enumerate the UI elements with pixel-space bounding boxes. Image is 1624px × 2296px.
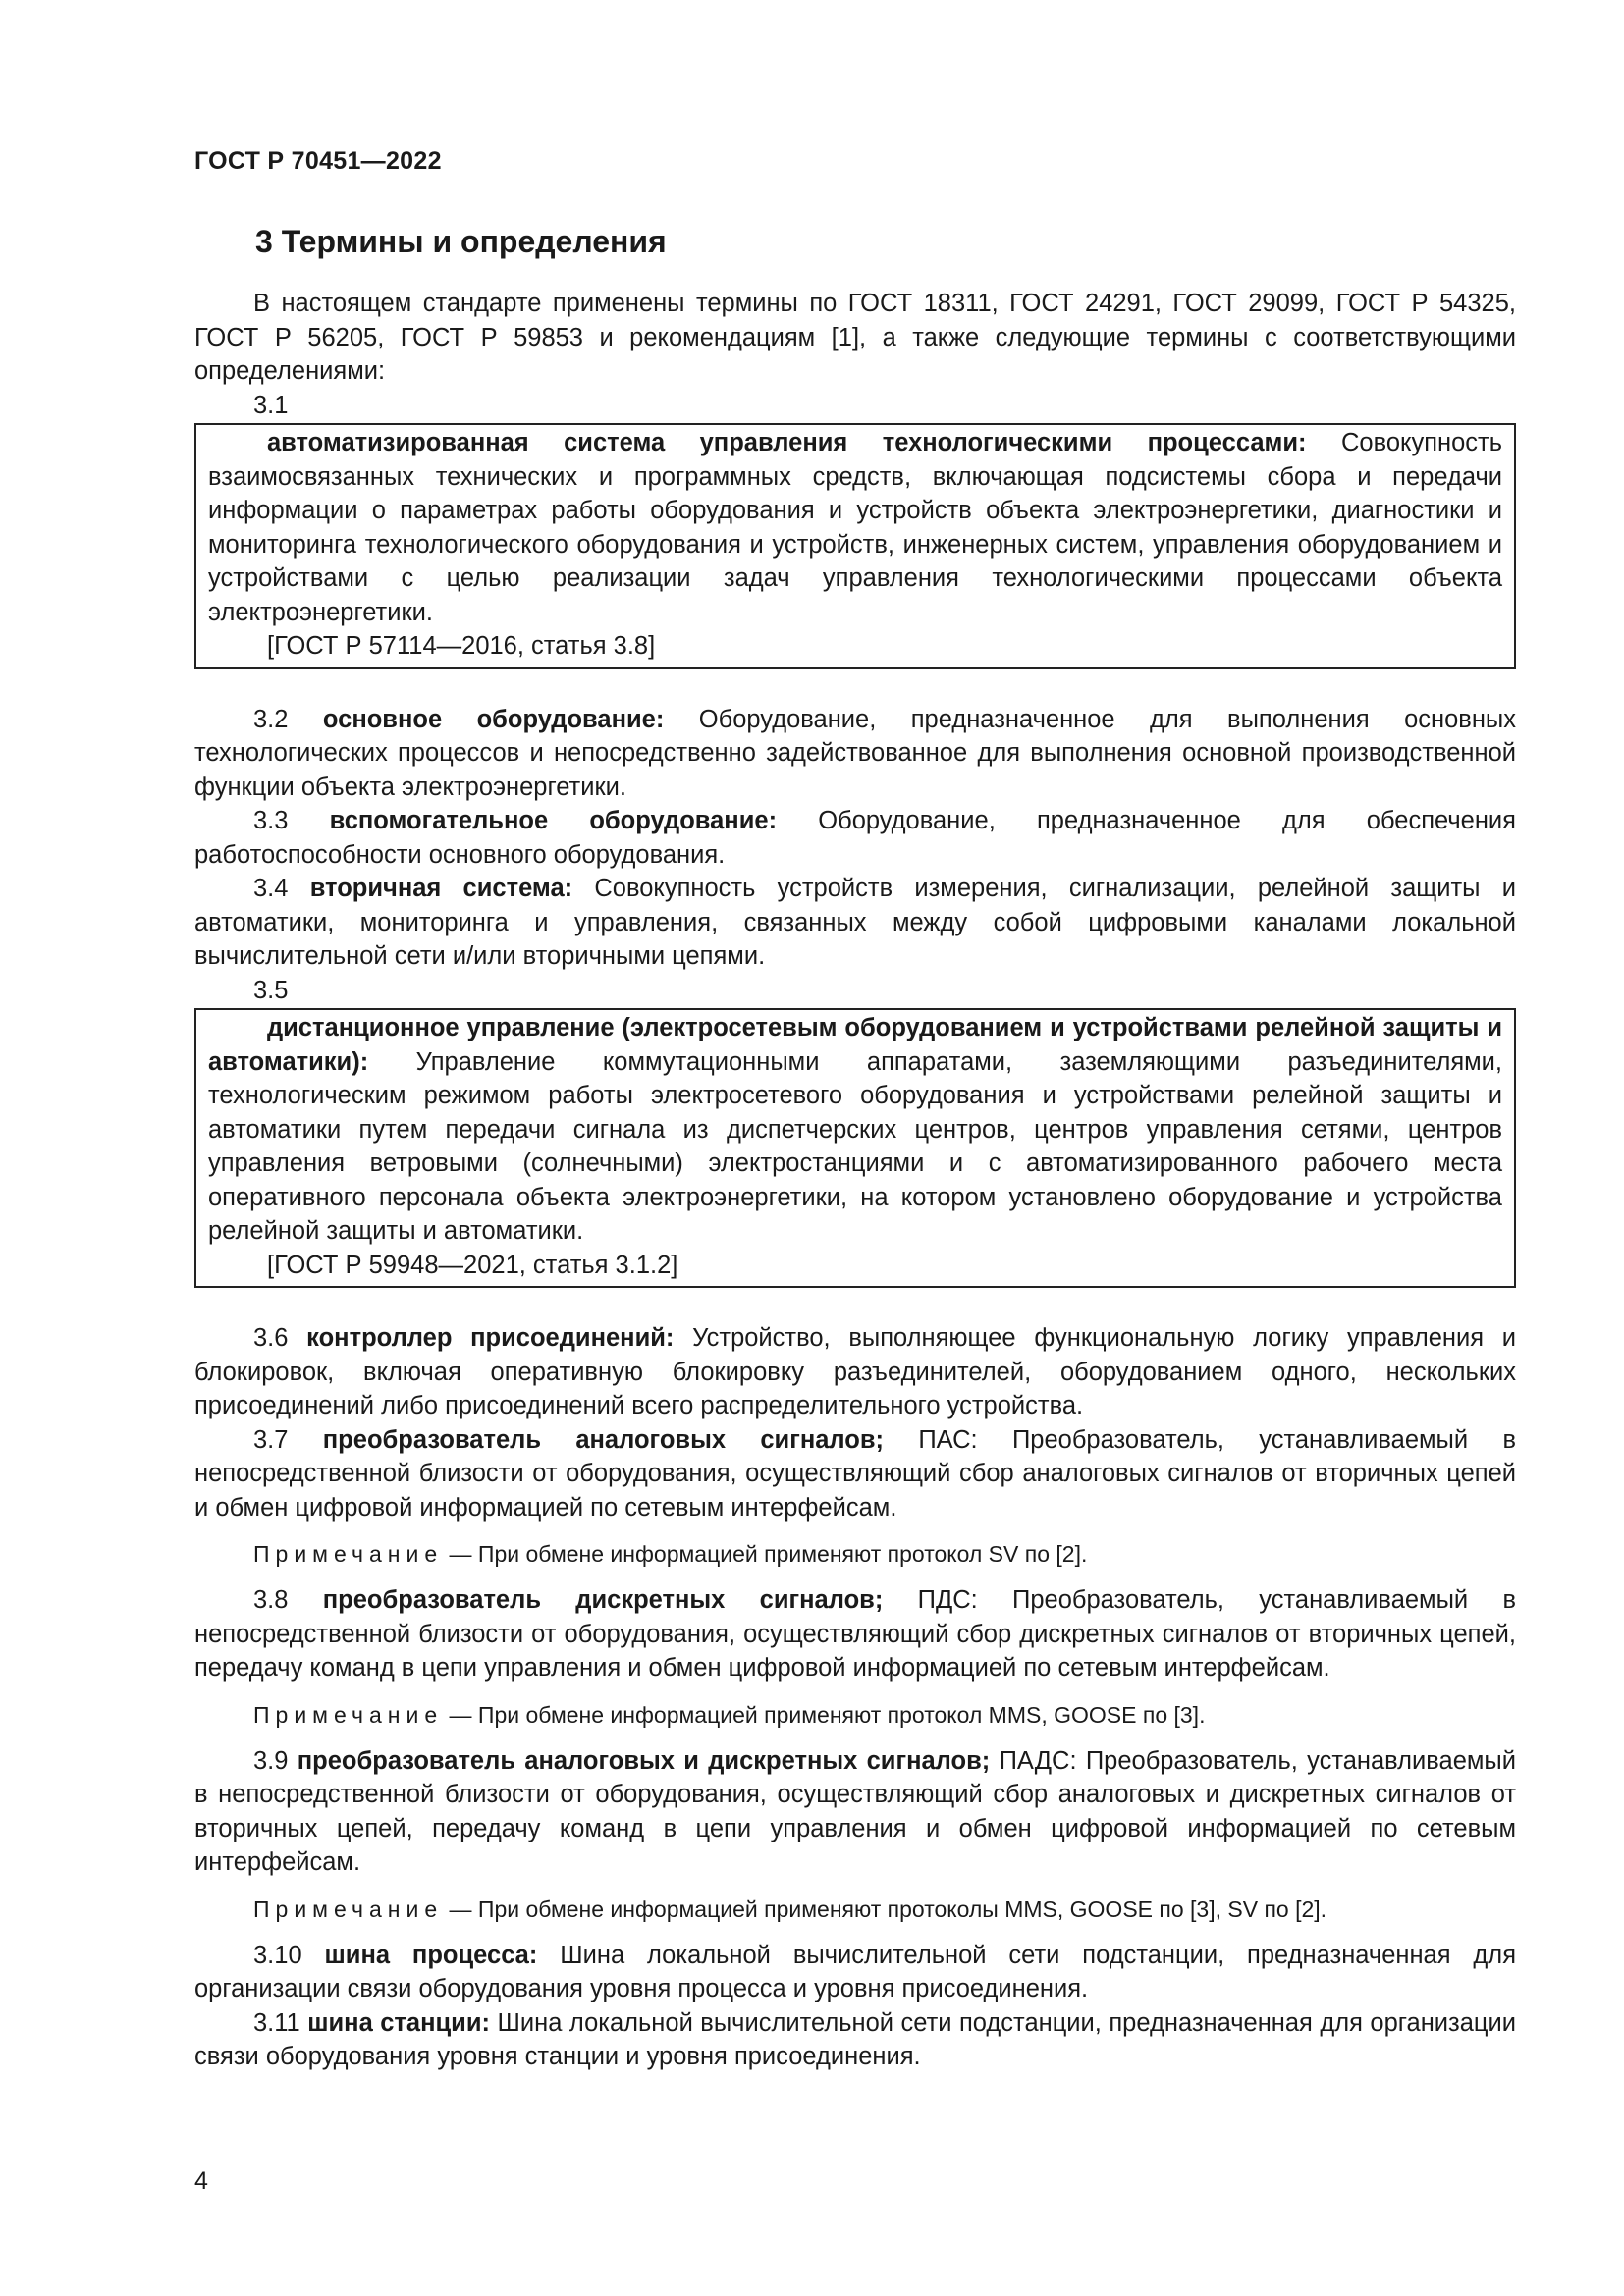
term-3-7-number: 3.7 [253,1425,323,1454]
document-header: ГОСТ Р 70451—2022 [194,147,442,175]
term-3-2-number: 3.2 [253,705,323,733]
note-text: — При обмене информацией применяют протоколы MMS, GOOSE по [3], SV по [2]. [443,1896,1327,1922]
term-3-4-term: вторичная система: [309,875,573,902]
term-3-4-definition: Совокупность устройств измерения, сигнализации, релейной защиты и автоматики, мониторинга и управления, связанных между собой цифровыми каналами локальной вычислительной сети и/или вторичными цепями. [194,875,1516,970]
term-3-4 [194,872,1516,974]
term-3-10-number: 3.10 [253,1941,325,1969]
term-3-11-term: шина станции: [307,2008,491,2037]
term-3-2 [194,703,1516,805]
term-3-11 [194,2006,1516,2074]
term-3-8-note [194,1699,1516,1731]
term-3-7-term: преобразователь аналоговых сигналов; [322,1425,885,1454]
term-3-6-term: контроллер присоединений: [306,1324,675,1352]
term-3-7-definition: ПАС: Преобразователь, устанавливаемый в непосредственной близости от оборудования, осуществляющий сбор аналоговых сигналов от вторичных цепей и обмен цифровой информацией по сетевым интерфейсам. [194,1425,1516,1522]
term-3-3-term: вспомогательное оборудование: [329,807,778,834]
term-3-10-definition: Шина локальной вычислительной сети подстанции, предназначенная для организации связи оборудования уровня процесса и уровня присоединения. [194,1941,1516,2002]
term-3-8-number: 3.8 [253,1586,323,1614]
term-3-8-term: преобразователь дискретных сигналов; [322,1586,884,1614]
note-label: Примечание [253,1896,444,1922]
term-3-1-definition: Совокупность взаимосвязанных технических и программных средств, включающая подсистемы сбора и передачи информации о параметрах работы оборудования и устройств объекта электроэнергетики, диагностики и мониторинга технологического оборудования и устройств, инженерных систем, управления оборудованием и устройствами с целью реализации задач управления технологическими процессами объекта электроэнергетики. [208,429,1502,626]
note-text: — При обмене информацией применяют протокол MMS, GOOSE по [3]. [443,1701,1206,1728]
note-label: Примечание [253,1701,444,1728]
term-3-2-definition: Оборудование, предназначенное для выполнения основных технологических процессов и непосредственно задействованное для выполнения основной производственной функции объекта электроэнергетики. [194,705,1516,801]
term-3-5-term: дистанционное управление (электросетевым оборудованием и устройствами релейной защиты и автоматики): [208,1014,1502,1076]
term-3-8 [194,1583,1516,1685]
note-label: Примечание [253,1541,444,1567]
term-3-4-number: 3.4 [253,875,310,902]
term-3-9-number: 3.9 [253,1746,298,1775]
note-text: — При обмене информацией применяют протокол SV по [2]. [443,1541,1088,1567]
term-3-2-term: основное оборудование: [322,705,665,733]
term-3-1 [208,426,1502,629]
term-3-10 [194,1939,1516,2006]
section-title: 3 Термины и определения [255,224,667,259]
term-3-1-box [194,423,1516,669]
term-3-5-box [194,1008,1516,1288]
term-3-10-term: шина процесса: [324,1941,538,1969]
term-3-9 [194,1744,1516,1880]
term-3-6 [194,1321,1516,1423]
intro-paragraph: В настоящем стандарте применены термины по ГОСТ 18311, ГОСТ 24291, ГОСТ 29099, ГОСТ Р 54325, ГОСТ Р 56205, ГОСТ Р 59853 и рекомендациям [1], а также следующие термины с соответствующими определениями: [194,290,1516,385]
term-3-5 [208,1011,1502,1249]
term-3-7-note [194,1538,1516,1570]
term-3-8-definition: ПДС: Преобразователь, устанавливаемый в непосредственной близости от оборудования, осуществляющий сбор дискретных сигналов от вторичных цепей, передачу команд в цепи управления и обмен цифровой информацией по сетевым интерфейсам. [194,1586,1516,1682]
term-3-1-term: автоматизированная система управления технологическими процессами: [267,429,1307,456]
page-number: 4 [194,2167,208,2195]
term-3-9-note [194,1894,1516,1925]
term-3-1-source: [ГОСТ Р 57114—2016, статья 3.8] [267,632,656,660]
term-3-6-definition: Устройство, выполняющее функциональную логику управления и блокировок, включая оперативную блокировку разъединителей, оборудованием одного, нескольких присоединений либо присоединений всего распределительного устройства. [194,1324,1516,1419]
term-3-3 [194,804,1516,872]
term-3-1-number: 3.1 [253,391,289,419]
document-body [194,287,1516,2074]
term-3-9-definition: ПАДС: Преобразователь, устанавливаемый в непосредственной близости от оборудования, осуществляющий сбор аналоговых и дискретных сигналов от вторичных цепей, передачу команд в цепи управления и обмен цифровой информацией по сетевым интерфейсам. [194,1746,1516,1876]
term-3-3-number: 3.3 [253,807,330,834]
term-3-5-definition: Управление коммутационными аппаратами, заземляющими разъединителями, технологическим режимом работы электросетевого оборудования и устройствами релейной защиты и автоматики путем передачи сигнала из диспетчерских центров, центров управления сетями, центров управления ветровыми (солнечными) электростанциями и с автоматизированного рабочего места оперативного персонала объекта электроэнергетики, на котором установлено оборудование и устройства релейной защиты и автоматики. [208,1047,1502,1245]
term-3-3-definition: Оборудование, предназначенное для обеспечения работоспособности основного оборудования. [194,807,1516,869]
term-3-7 [194,1423,1516,1525]
term-3-5-source: [ГОСТ Р 59948—2021, статья 3.1.2] [267,1251,678,1279]
term-3-11-definition: Шина локальной вычислительной сети подстанции, предназначенная для организации связи оборудования уровня станции и уровня присоединения. [194,2008,1516,2070]
term-3-5-number: 3.5 [253,976,289,1004]
term-3-6-number: 3.6 [253,1324,307,1352]
term-3-11-number: 3.11 [253,2008,308,2037]
term-3-9-term: преобразователь аналоговых и дискретных сигналов; [297,1746,991,1775]
